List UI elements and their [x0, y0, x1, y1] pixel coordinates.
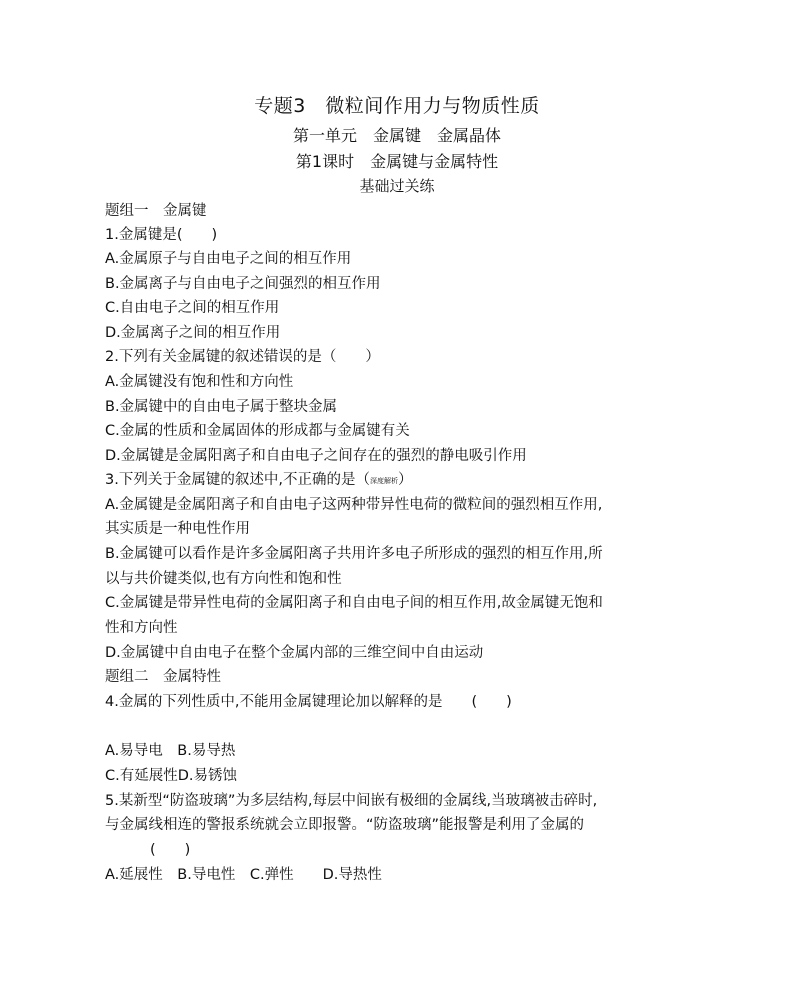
q3-stem-end: ）	[397, 472, 413, 488]
q1-option-a: A.金属原子与自由电子之间的相互作用	[105, 251, 352, 267]
q3-stem-text: 3.下列关于金属键的叙述中,不正确的是（	[105, 472, 370, 488]
q3-stem	[105, 471, 412, 490]
q5-options: A.延展性 B.导电性 C.弹性 D.导热性	[105, 867, 382, 883]
group1-title: 题组一 金属键	[105, 203, 207, 219]
q4-stem: 4.金属的下列性质中,不能用金属键理论加以解释的是 ( )	[105, 694, 512, 710]
q3-option-a-line2: 其实质是一种电性作用	[105, 521, 250, 537]
q3-option-a-line1: A.金属键是金属阳离子和自由电子这两种带异性电荷的微粒间的强烈相互作用,	[105, 497, 603, 513]
q1-stem: 1.金属键是( )	[105, 227, 218, 243]
deep-analysis-note: 深度解析	[369, 477, 398, 485]
q2-option-b: B.金属键中的自由电子属于整块金属	[105, 399, 338, 415]
group2-title: 题组二 金属特性	[105, 669, 221, 685]
unit-title: 第一单元 金属键 金属晶体	[292, 126, 501, 145]
q3-option-d: D.金属键中自由电子在整个金属内部的三维空间中自由运动	[105, 645, 484, 661]
q1-option-b: B.金属离子与自由电子之间强烈的相互作用	[105, 276, 381, 292]
q2-stem: 2.下列有关金属键的叙述错误的是（ ）	[105, 349, 380, 365]
q2-option-a: A.金属键没有饱和性和方向性	[105, 374, 294, 390]
q4-options-ab: A.易导电 B.易导热	[105, 743, 236, 759]
q5-answer-blank: ( )	[150, 842, 191, 858]
page-title: 专题3 微粒间作用力与物质性质	[254, 95, 540, 117]
q3-option-c-line2: 性和方向性	[105, 620, 178, 636]
q3-option-c-line1: C.金属键是带异性电荷的金属阳离子和自由电子间的相互作用,故金属键无饱和	[105, 595, 603, 611]
section-title: 基础过关练	[359, 177, 435, 195]
lesson-title: 第1课时 金属键与金属特性	[295, 152, 499, 171]
q1-option-c: C.自由电子之间的相互作用	[105, 300, 280, 316]
q3-option-b-line2: 以与共价键类似,也有方向性和饱和性	[105, 571, 342, 587]
q1-option-d: D.金属离子之间的相互作用	[105, 325, 281, 341]
q2-option-c: C.金属的性质和金属固体的形成都与金属键有关	[105, 423, 410, 439]
q3-option-b-line1: B.金属键可以看作是许多金属阳离子共用许多电子所形成的强烈的相互作用,所	[105, 546, 603, 562]
q2-option-d: D.金属键是金属阳离子和自由电子之间存在的强烈的静电吸引作用	[105, 448, 527, 464]
q5-stem-line1: 5.某新型“防盗玻璃”为多层结构,每层中间嵌有极细的金属线,当玻璃被击碎时,	[105, 793, 598, 809]
q4-options-cd: C.有延展性D.易锈蚀	[105, 768, 238, 784]
q5-stem-line2: 与金属线相连的警报系统就会立即报警。“防盗玻璃”能报警是利用了金属的	[105, 817, 585, 833]
